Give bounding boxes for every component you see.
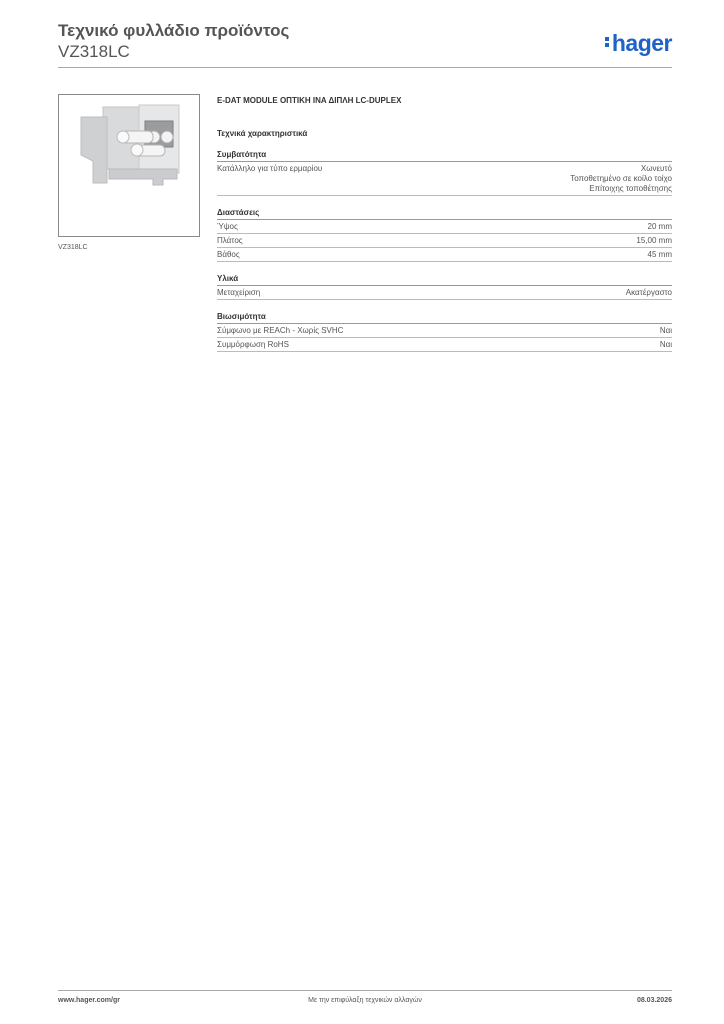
header-divider [58,67,672,68]
spec-row [217,248,672,262]
footer-notice: Με την επιφύλαξη τεχνικών αλλαγών [308,997,422,1004]
spec-value: Ναι [659,326,672,335]
product-photo-icon [59,95,199,236]
group-title: Υλικά [217,274,672,286]
spec-label: Βάθος [217,250,240,259]
logo-dots-icon [605,35,610,49]
spec-value: 45 mm [647,250,672,259]
spec-row [217,234,672,248]
spec-label: Ύψος [217,222,238,231]
page-header [58,20,672,62]
product-image [58,94,200,237]
spec-label: Πλάτος [217,236,243,245]
section-heading: Τεχνικά χαρακτηριστικά [217,129,308,138]
spec-label: Σύμφωνο με REACh - Χωρίς SVHC [217,326,344,335]
spec-group-dimensions [217,208,672,262]
spec-value: Ακατέργαστο [625,288,672,297]
spec-group-materials [217,274,672,300]
spec-value-line: Χωνευτό [640,164,672,173]
product-name: E-DAT MODULE ΟΠΤΙΚΗ ΙΝΑ ΔΙΠΛΗ LC-DUPLEX [217,96,402,105]
spec-row [217,162,672,196]
product-code: VZ318LC [58,42,130,61]
group-title: Διαστάσεις [217,208,672,220]
document-title: Τεχνικό φυλλάδιο προϊόντος [58,21,290,40]
spec-row [217,324,672,338]
spec-value-line: Επίτοιχης τοποθέτησης [589,184,672,193]
spec-row [217,286,672,300]
footer-divider [58,990,672,991]
spec-group-sustainability [217,312,672,352]
spec-row [217,220,672,234]
spec-group-compatibility [217,150,672,196]
hager-logo [605,30,672,57]
image-caption: VZ318LC [58,244,88,251]
group-title: Βιωσιμότητα [217,312,672,324]
spec-value: 20 mm [647,222,672,231]
spec-value-line: Τοποθετημένο σε κοίλο τοίχο [570,174,672,183]
footer-date: 08.03.2026 [636,997,672,1004]
spec-content [217,96,672,364]
spec-value [570,164,672,194]
group-title: Συμβατότητα [217,150,672,162]
spec-label: Μεταχείριση [217,288,261,297]
spec-label: Κατάλληλο για τύπο ερμαρίου [217,164,323,173]
spec-value: Ναι [659,340,672,349]
spec-value: 15,00 mm [636,236,672,245]
logo-text: hager [611,30,672,56]
website-link[interactable]: www.hager.com/gr [58,997,120,1004]
spec-row [217,338,672,352]
spec-label: Συμμόρφωση RoHS [217,340,289,349]
